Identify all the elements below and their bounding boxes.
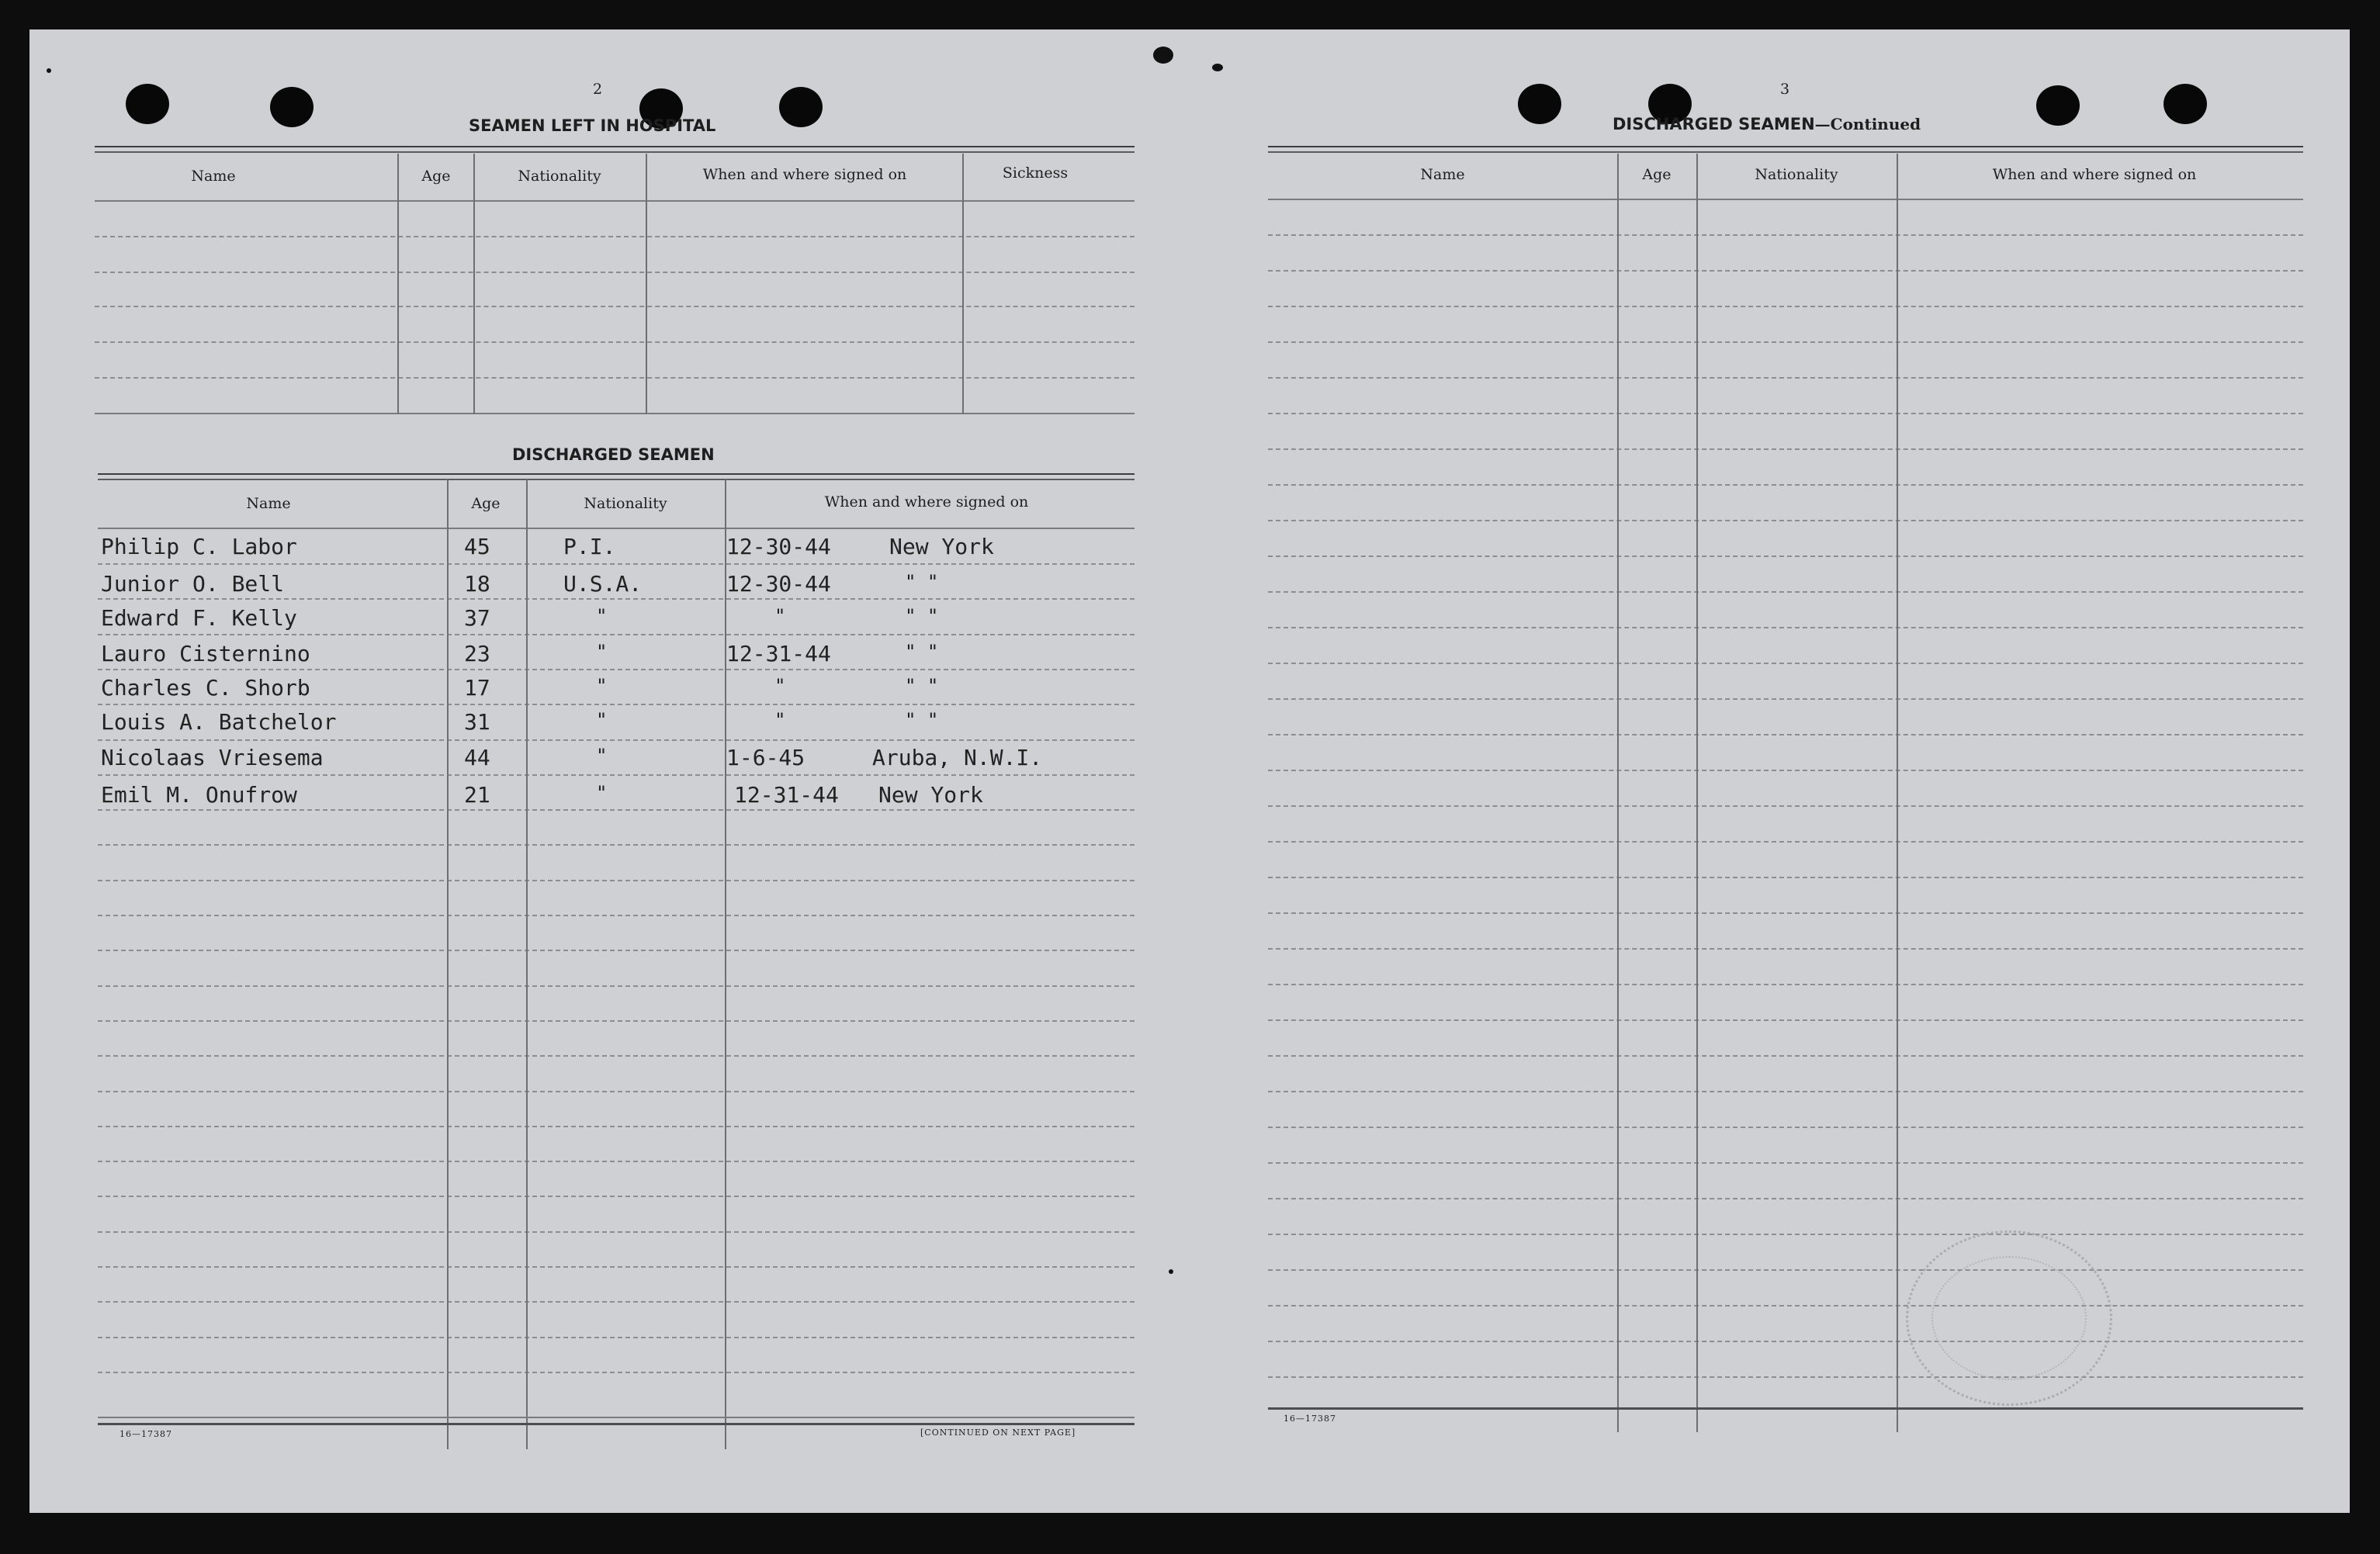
column-divider xyxy=(962,154,964,414)
seaman-age: 17 xyxy=(464,675,490,701)
row-line xyxy=(1268,1055,2303,1057)
discharged-col-nationality: Nationality xyxy=(584,495,667,512)
hospital-col-sickness: Sickness xyxy=(1002,164,1069,182)
row-line xyxy=(98,880,1135,881)
row-line xyxy=(1268,1269,2303,1271)
seaman-name: Philip C. Labor xyxy=(101,534,297,559)
seaman-age: 31 xyxy=(464,709,490,735)
row-line xyxy=(98,704,1135,705)
seaman-nationality: " xyxy=(596,675,608,697)
row-line xyxy=(1268,663,2303,664)
row-line xyxy=(1268,448,2303,450)
ink-speck xyxy=(1169,1269,1173,1274)
row-line xyxy=(1268,234,2303,236)
row-line xyxy=(98,1055,1135,1057)
row-line xyxy=(98,985,1135,987)
column-divider xyxy=(447,479,449,1449)
seaman-name: Edward F. Kelly xyxy=(101,605,297,631)
seaman-signed-date: " xyxy=(774,675,786,697)
punch-hole xyxy=(779,87,823,127)
faded-stamp xyxy=(1906,1230,2112,1406)
punch-hole xyxy=(270,87,314,127)
row-line xyxy=(98,739,1135,741)
row-line xyxy=(98,774,1135,776)
seaman-nationality: " xyxy=(596,641,608,663)
continued-final-rule xyxy=(1268,1407,2303,1410)
row-line xyxy=(1268,984,2303,985)
seaman-age: 37 xyxy=(464,605,490,631)
continued-col-signed-on: When and where signed on xyxy=(1992,166,2197,183)
seaman-age: 21 xyxy=(464,782,490,808)
row-line xyxy=(95,272,1135,273)
seaman-signed-date: 1-6-45 xyxy=(726,745,805,770)
ink-speck xyxy=(47,68,51,73)
hospital-section-title: SEAMEN LEFT IN HOSPITAL xyxy=(469,116,716,135)
row-line xyxy=(98,1372,1135,1373)
row-line xyxy=(98,1126,1135,1127)
row-line xyxy=(98,844,1135,846)
document-sheet xyxy=(29,29,2350,1513)
continued-title-suffix: —Continued xyxy=(1814,115,1921,133)
seaman-signed-place: " " xyxy=(905,675,939,697)
column-divider xyxy=(526,479,528,1449)
row-line xyxy=(95,341,1135,343)
hospital-col-nationality: Nationality xyxy=(518,168,601,185)
column-divider xyxy=(397,154,399,414)
seaman-signed-place: " " xyxy=(905,605,939,627)
hospital-header-rule xyxy=(95,200,1135,202)
row-line xyxy=(1268,698,2303,700)
row-line xyxy=(1268,1305,2303,1307)
discharged-section-title: DISCHARGED SEAMEN xyxy=(512,445,715,464)
discharged-col-name: Name xyxy=(246,495,291,512)
continued-note: [CONTINUED ON NEXT PAGE] xyxy=(920,1428,1076,1438)
discharged-final-rule xyxy=(98,1423,1135,1425)
row-line xyxy=(1268,948,2303,950)
punch-hole xyxy=(1518,84,1561,124)
seaman-nationality: " xyxy=(596,605,608,627)
row-line xyxy=(98,1301,1135,1303)
continued-header-rule xyxy=(1268,199,2303,200)
column-divider xyxy=(473,154,475,414)
row-line xyxy=(98,1231,1135,1233)
row-line xyxy=(1268,413,2303,414)
page-number: 3 xyxy=(1780,81,1790,98)
seaman-signed-place: " " xyxy=(905,571,939,593)
row-line xyxy=(1268,627,2303,628)
row-line xyxy=(98,1020,1135,1022)
row-line xyxy=(95,306,1135,307)
seaman-signed-place: " " xyxy=(905,641,939,663)
seaman-age: 23 xyxy=(464,641,490,666)
row-line xyxy=(1268,841,2303,843)
continued-title-main: DISCHARGED SEAMEN xyxy=(1613,115,1815,133)
seaman-nationality: " xyxy=(596,745,608,767)
ink-speck xyxy=(1212,64,1223,71)
hospital-col-name: Name xyxy=(191,168,236,185)
column-divider xyxy=(1696,154,1698,1432)
row-line xyxy=(98,1161,1135,1162)
row-line xyxy=(1268,591,2303,593)
seaman-name: Lauro Cisternino xyxy=(101,641,310,666)
seaman-name: Charles C. Shorb xyxy=(101,675,310,701)
ink-speck xyxy=(1153,47,1173,64)
row-line xyxy=(1268,1091,2303,1092)
continued-section-title xyxy=(1613,115,1921,133)
continued-col-age: Age xyxy=(1642,166,1672,183)
row-line xyxy=(98,915,1135,916)
row-line xyxy=(1268,306,2303,307)
continued-col-name: Name xyxy=(1420,166,1465,183)
hospital-bottom-rule xyxy=(95,413,1135,414)
hospital-col-age: Age xyxy=(421,168,451,185)
row-line xyxy=(95,236,1135,237)
row-line xyxy=(1268,520,2303,521)
row-line xyxy=(1268,377,2303,379)
row-line xyxy=(95,377,1135,379)
seaman-signed-place: New York xyxy=(878,782,983,808)
row-line xyxy=(98,634,1135,635)
seaman-age: 18 xyxy=(464,571,490,597)
seaman-signed-place: " " xyxy=(905,709,939,731)
hospital-col-signed-on: When and where signed on xyxy=(702,166,907,183)
seaman-signed-date: " xyxy=(774,605,786,627)
seaman-signed-place: Aruba, N.W.I. xyxy=(872,745,1043,770)
seaman-nationality: " xyxy=(596,782,608,804)
seaman-nationality: P.I. xyxy=(563,534,616,559)
seaman-signed-date: 12-30-44 xyxy=(726,534,831,559)
row-line xyxy=(98,598,1135,600)
discharged-header-rule xyxy=(98,528,1135,529)
row-line xyxy=(98,563,1135,565)
discharged-table-top-rule xyxy=(98,473,1135,480)
row-line xyxy=(1268,877,2303,878)
row-line xyxy=(1268,270,2303,272)
row-line xyxy=(98,669,1135,670)
seaman-name: Louis A. Batchelor xyxy=(101,709,337,735)
punch-hole xyxy=(2163,84,2207,124)
row-line xyxy=(98,1337,1135,1338)
row-line xyxy=(1268,734,2303,735)
row-line xyxy=(98,1196,1135,1197)
seaman-signed-date: " xyxy=(774,709,786,731)
row-line xyxy=(98,950,1135,951)
form-number: 16—17387 xyxy=(1284,1414,1336,1424)
punch-hole xyxy=(126,84,169,124)
row-line xyxy=(1268,1234,2303,1235)
row-line xyxy=(1268,805,2303,807)
column-divider xyxy=(646,154,647,414)
form-number: 16—17387 xyxy=(120,1429,172,1439)
discharged-col-age: Age xyxy=(471,495,501,512)
seaman-name: Emil M. Onufrow xyxy=(101,782,297,808)
seaman-nationality: " xyxy=(596,709,608,731)
seaman-age: 44 xyxy=(464,745,490,770)
column-divider xyxy=(725,479,726,1449)
row-line xyxy=(1268,1198,2303,1199)
seaman-name: Nicolaas Vriesema xyxy=(101,745,324,770)
seaman-signed-place: New York xyxy=(889,534,994,559)
column-divider xyxy=(1617,154,1619,1432)
seaman-signed-date: 12-31-44 xyxy=(734,782,839,808)
faded-stamp-ring xyxy=(1931,1256,2087,1380)
continued-col-nationality: Nationality xyxy=(1755,166,1838,183)
row-line xyxy=(1268,1127,2303,1128)
row-line xyxy=(98,1091,1135,1092)
seaman-nationality: U.S.A. xyxy=(563,571,643,597)
row-line xyxy=(1268,1376,2303,1378)
hospital-table-top-rule xyxy=(95,146,1135,153)
row-line xyxy=(1268,341,2303,343)
seaman-age: 45 xyxy=(464,534,490,559)
discharged-bottom-rule xyxy=(98,1417,1135,1418)
row-line xyxy=(1268,1341,2303,1342)
row-line xyxy=(1268,1019,2303,1021)
row-line xyxy=(98,1266,1135,1268)
continued-table-top-rule xyxy=(1268,146,2303,153)
seaman-name: Junior O. Bell xyxy=(101,571,285,597)
seaman-signed-date: 12-31-44 xyxy=(726,641,831,666)
row-line xyxy=(1268,484,2303,486)
punch-hole xyxy=(2036,85,2080,126)
row-line xyxy=(98,809,1135,811)
row-line xyxy=(1268,770,2303,771)
column-divider xyxy=(1897,154,1898,1432)
row-line xyxy=(1268,912,2303,914)
discharged-col-signed-on: When and where signed on xyxy=(824,493,1029,511)
page-number: 2 xyxy=(593,81,603,98)
seaman-signed-date: 12-30-44 xyxy=(726,571,831,597)
row-line xyxy=(1268,1162,2303,1164)
row-line xyxy=(1268,555,2303,557)
